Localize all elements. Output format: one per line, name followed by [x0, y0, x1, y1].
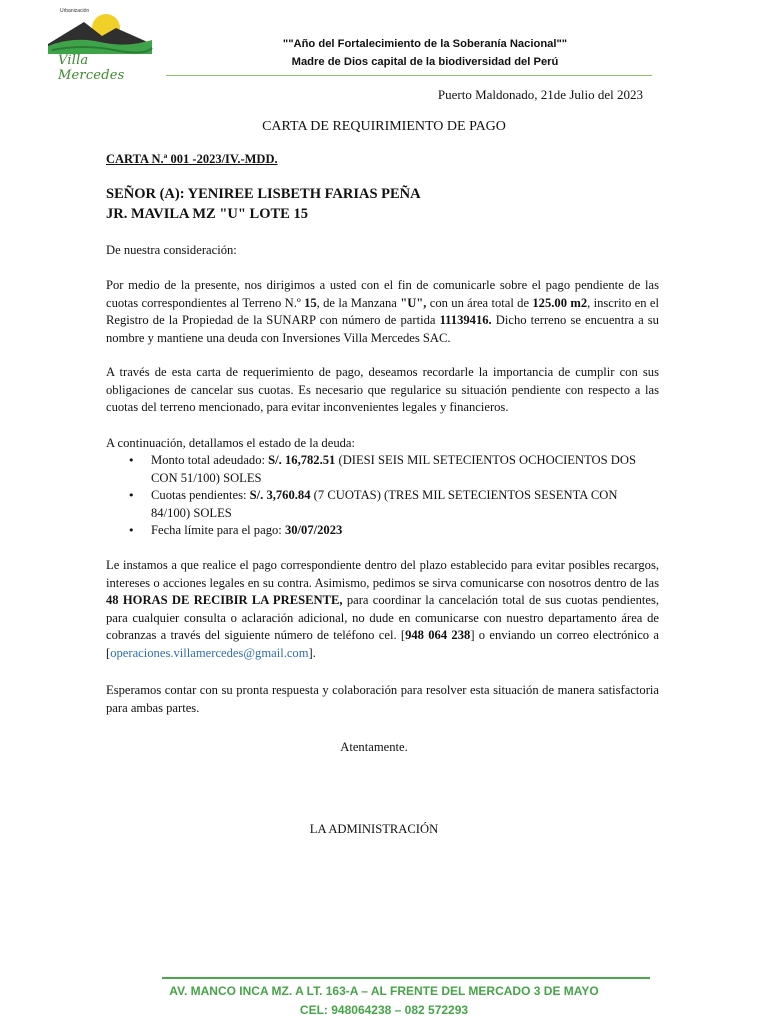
closing-phrase: Atentamente. — [340, 740, 408, 754]
bullet-icon: • — [128, 454, 135, 467]
footer-divider — [162, 977, 650, 979]
letter-reference-number: CARTA N.ª 001 -2023/IV.-MDD. — [106, 152, 278, 166]
debt-item-total — [106, 452, 659, 487]
deadline-hours: 48 HORAS DE RECIBIR LA PRESENTE, — [106, 593, 343, 608]
footer-address: AV. MANCO INCA MZ. A LT. 163-A – AL FRENTE DEL MERCADO 3 DE MAYO — [169, 984, 599, 998]
letter-date: Puerto Maldonado, 21de Julio del 2023 — [437, 87, 643, 102]
paragraph-payment-request — [106, 557, 659, 663]
header-divider — [166, 75, 652, 76]
debt-item-label: Fecha límite para el pago: — [151, 523, 285, 538]
p3-text-2: para coordinar la cancelación total de sus cuotas pendientes, para cualquier consulta o aclaración adicional, no dude en comunicarse con nuestro departamento área de cobranzas a través del siguiente número de teléfono cel. [ — [106, 593, 659, 643]
debt-intro: A continuación, detallamos el estado de la deuda: — [106, 436, 355, 450]
debt-item-label: Cuotas pendientes: — [151, 488, 250, 503]
logo-top-text: Urbanización — [60, 8, 90, 14]
p1-text-3: con un área total de — [426, 295, 533, 310]
block-letter: "U", — [400, 295, 427, 310]
contact-email-link[interactable]: operaciones.villamercedes@gmail.com — [110, 645, 309, 660]
debt-item-amount: 30/07/2023 — [284, 523, 343, 538]
paragraph-property-details — [106, 277, 659, 347]
debt-item-amount: S/. 3,760.84 — [249, 488, 311, 503]
registry-number: 11139416. — [439, 313, 492, 328]
debt-item-pending — [106, 487, 659, 522]
bullet-icon: • — [128, 489, 135, 503]
header-motto-line-2: Madre de Dios capital de la biodiversidad del Perú — [291, 56, 559, 68]
logo-name: Villa Mercedes — [58, 53, 125, 83]
paragraph-closing-remark: Esperamos contar con su pronta respuesta y colaboración para resolver esta situación de manera satisfactoria para ambas partes. — [106, 683, 659, 715]
debt-item-label: Monto total adeudado: — [151, 453, 269, 467]
p1-text-4: , inscrito en el Registro de la Propiedad de la SUNARP con número de partida — [106, 295, 659, 328]
salutation: De nuestra consideración: — [106, 243, 237, 257]
bullet-icon: • — [128, 524, 135, 538]
header-motto-line-1: ""Año del Fortalecimiento de la Soberanía Nacional"" — [282, 38, 568, 50]
land-area: 125.00 m2 — [532, 295, 588, 310]
recipient-address: JR. MAVILA MZ "U" LOTE 15 — [106, 206, 308, 222]
paragraph-reminder: A través de esta carta de requerimiento de pago, deseamos recordarle la importancia de cumplir con sus obligaciones de cancelar sus cuotas. Es necesario que regularice su situación pendiente con respecto a las cuotas del terreno mencionado, para evitar inconvenientes legales y financieros. — [106, 365, 659, 415]
letter-title: CARTA DE REQUIRIMIENTO DE PAGO — [262, 119, 506, 134]
logo-emblem-icon — [44, 10, 156, 56]
p1-text-5: Dicho terreno se encuentra a su nombre y mantiene una deuda con Inversiones Villa Mercedes SAC. — [106, 313, 659, 345]
footer-phone: CEL: 948064238 – 082 572293 — [299, 1003, 469, 1017]
p3-text-4: ]. — [308, 645, 316, 660]
recipient-name: SEÑOR (A): YENIREE LISBETH FARIAS PEÑA — [106, 186, 421, 202]
debt-item-amount: S/. 16,782.51 — [268, 453, 336, 467]
signature-block: LA ADMINISTRACIÓN — [309, 822, 439, 836]
lot-number: 15 — [304, 295, 317, 310]
contact-phone: 948 064 238 — [405, 628, 471, 643]
debt-item-detail: (7 CUOTAS) (TRES MIL SETECIENTOS SESENTA CON 84/100) SOLES — [151, 488, 618, 520]
debt-list — [106, 452, 659, 540]
p1-text-2: , de la Manzana — [316, 295, 401, 310]
company-logo — [44, 8, 156, 83]
debt-item-detail: (DIESI SEIS MIL SETECIENTOS OCHOCIENTOS DOS CON 51/100) SOLES — [151, 453, 636, 485]
debt-item-deadline — [106, 522, 659, 540]
p1-text-1: Por medio de la presente, nos dirigimos a usted con el fin de comunicarle sobre el pago pendiente de las cuotas correspondientes al Terreno N.º — [106, 278, 659, 310]
p3-text-3: ] o enviando un correo electrónico a [ — [106, 628, 659, 660]
p3-text-1: Le instamos a que realice el pago correspondiente dentro del plazo establecido para evitar posibles recargos, intereses o acciones legales en su contra. Asimismo, pedimos se sirva comunicarse con nosotros dentro de las — [106, 558, 659, 590]
